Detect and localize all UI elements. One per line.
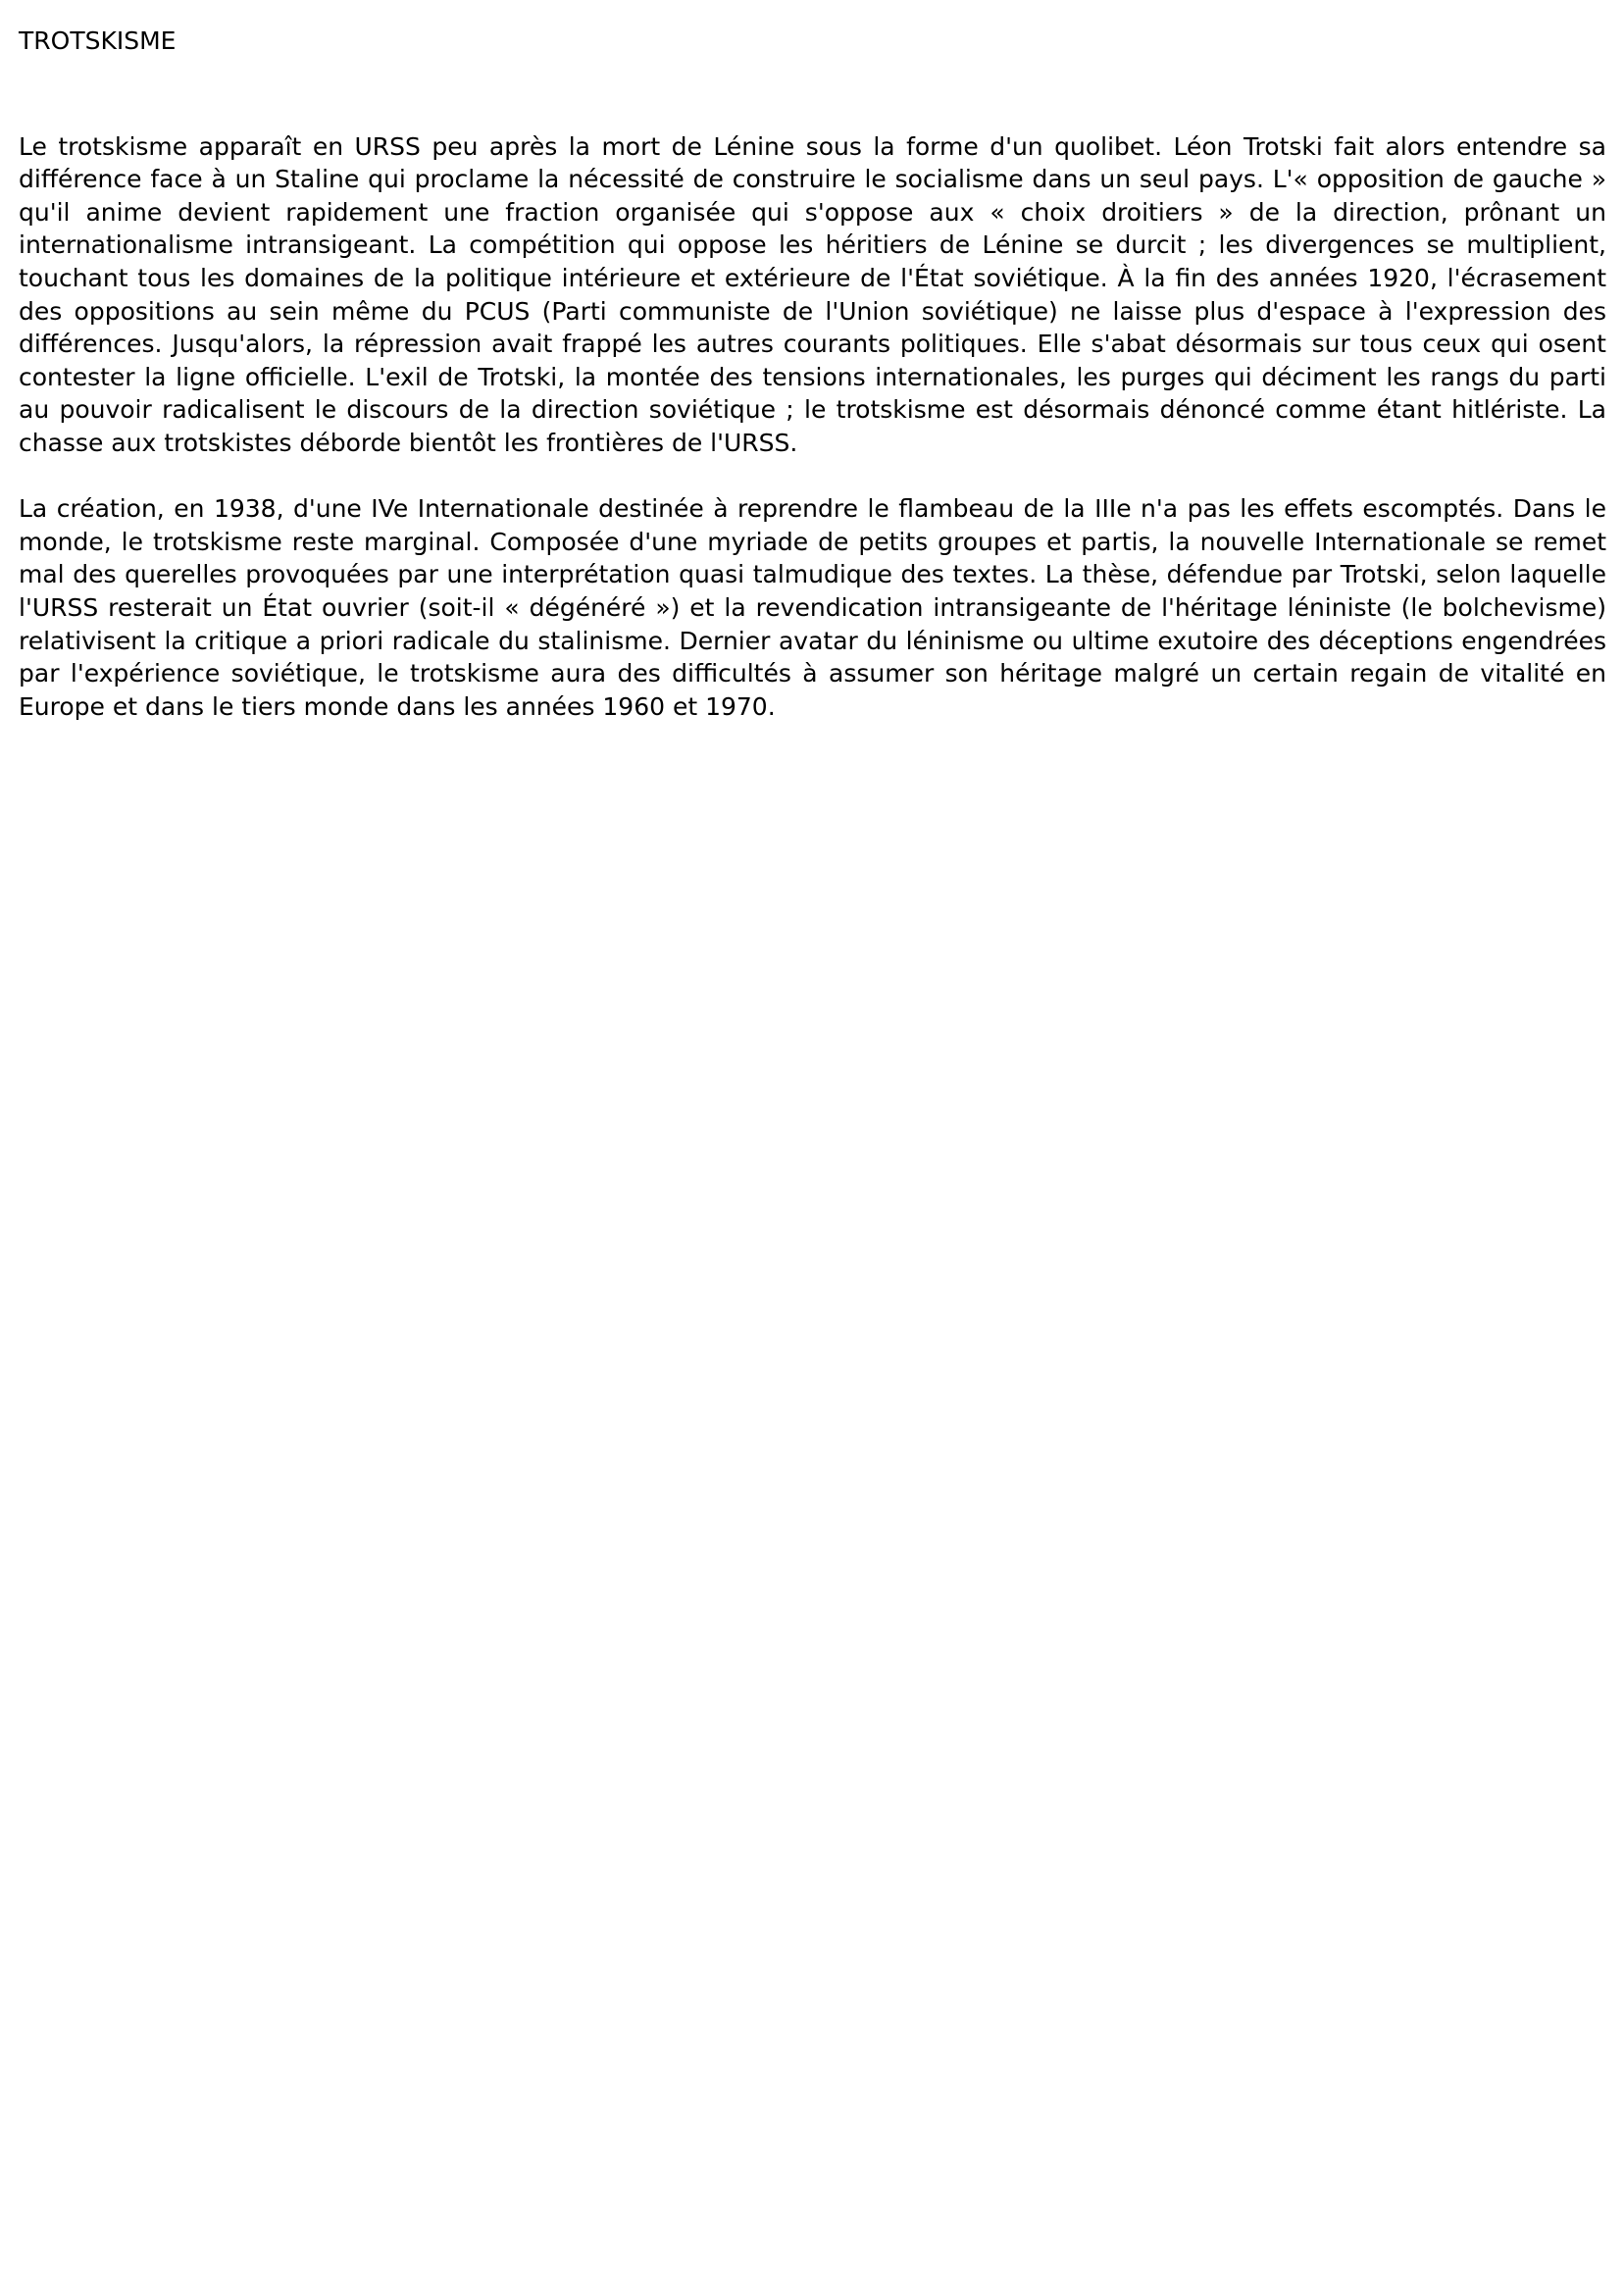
document-page: [19, 25, 1606, 723]
paragraph-2: La création, en 1938, d'une IVe Internationale destinée à reprendre le flambeau de la IIIe n'a pas les effets escomptés. Dans le monde, le trotskisme reste marginal. Composée d'une myriade de petits groupes et partis, la nouvelle Internationale se remet mal des querelles provoquées par une interprétation quasi talmudique des textes. La thèse, défendue par Trotski, selon laquelle l'URSS resterait un État ouvrier (soit-il « dégénéré ») et la revendication intransigeante de l'héritage léniniste (le bolchevisme) relativisent la critique a priori radicale du stalinisme. Dernier avatar du léninisme ou ultime exutoire des déceptions engendrées par l'expérience soviétique, le trotskisme aura des difficultés à assumer son héritage malgré un certain regain de vitalité en Europe et dans le tiers monde dans les années 1960 et 1970.: [19, 494, 1606, 721]
paragraph-1: Le trotskisme apparaît en URSS peu après la mort de Lénine sous la forme d'un quolibet. Léon Trotski fait alors entendre sa différence face à un Staline qui proclame la nécessité de construire le socialisme dans un seul pays. L'« opposition de gauche » qu'il anime devient rapidement une fraction organisée qui s'oppose aux « choix droitiers » de la direction, prônant un internationalisme intransigeant. La compétition qui oppose les héritiers de Lénine se durcit ; les divergences se multiplient, touchant tous les domaines de la politique intérieure et extérieure de l'État soviétique. À la fin des années 1920, l'écrasement des oppositions au sein même du PCUS (Parti communiste de l'Union soviétique) ne laisse plus d'espace à l'expression des différences. Jusqu'alors, la répression avait frappé les autres courants politiques. Elle s'abat désormais sur tous ceux qui osent contester la ligne officielle. L'exil de Trotski, la montée des tensions internationales, les purges qui déciment les rangs du parti au pouvoir radicalisent le discours de la direction soviétique ; le trotskisme est désormais dénoncé comme étant hitlériste. La chasse aux trotskistes déborde bientôt les frontières de l'URSS.: [19, 131, 1606, 457]
document-title: TROTSKISME: [19, 26, 177, 55]
